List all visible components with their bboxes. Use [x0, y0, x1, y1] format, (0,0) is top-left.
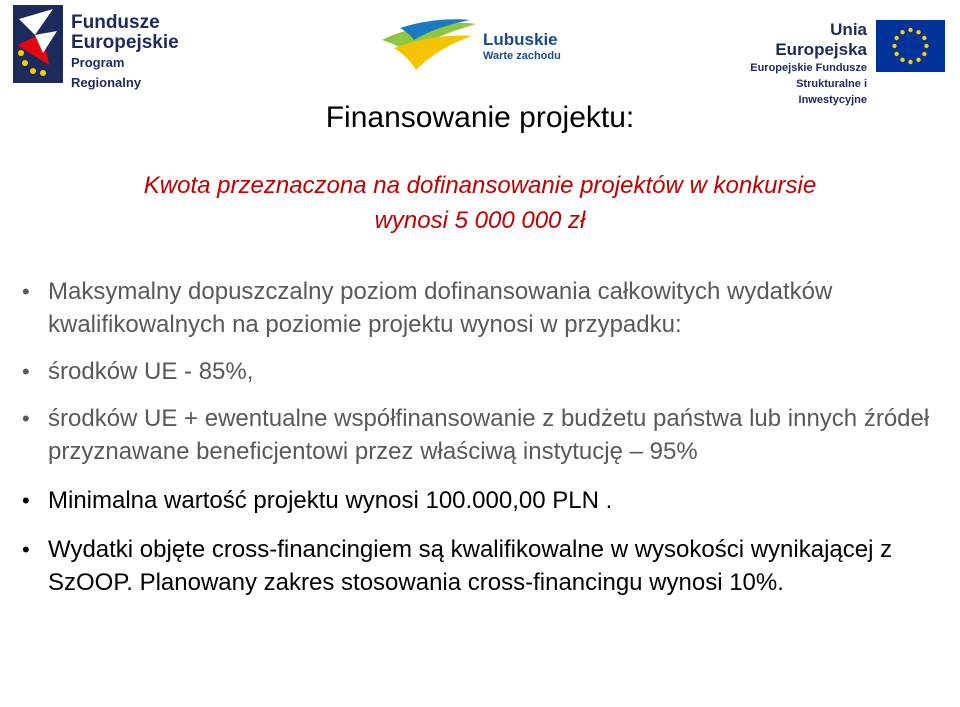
funding-rules-list	[22, 275, 942, 599]
ue-logo-line3: Strukturalne i Inwestycyjne	[796, 78, 867, 106]
fe-logo-line3: Program Regionalny	[71, 55, 142, 90]
eu-star-icon	[908, 60, 912, 64]
eu-star-icon	[916, 58, 920, 62]
lubuskie-logo-tagline: Warte zachodu	[483, 50, 561, 62]
ue-logo-line1: Unia Europejska	[775, 20, 867, 59]
list-item: • środków UE + ewentualne współfinansowanie z budżetu państwa lub innych źródeł przyznawane beneficjentowi przez właściwą instytucję – 95%	[22, 402, 942, 468]
eu-star-icon	[916, 30, 920, 34]
fe-logo-line2: Europejskie	[71, 32, 179, 53]
eu-star-icon	[908, 28, 912, 32]
eu-star-icon	[892, 44, 896, 48]
page-title: Finansowanie projektu:	[325, 101, 635, 134]
eu-star-icon	[900, 30, 904, 34]
lubuskie-logo-name: Lubuskie	[483, 30, 558, 49]
fundusze-europejskie-logo	[13, 5, 193, 90]
fundusze-europejskie-emblem-icon	[13, 5, 63, 83]
subtitle-line-1: Kwota przeznaczona na dofinansowanie projektów w konkursie	[143, 172, 817, 199]
subtitle-line-2: wynosi 5 000 000 zł	[374, 207, 586, 234]
eu-star-icon	[894, 52, 898, 56]
fe-logo-line1: Fundusze	[71, 12, 160, 33]
unia-europejska-logo	[735, 20, 945, 106]
list-item: • Maksymalny dopuszczalny poziom dofinansowania całkowitych wydatków kwalifikowalnych na poziomie projektu wynosi w przypadku:	[22, 275, 942, 341]
eu-star-icon	[894, 36, 898, 40]
lubuskie-logo	[380, 18, 565, 78]
eu-star-icon	[924, 44, 928, 48]
eu-flag-icon	[876, 20, 945, 72]
eu-star-icon	[922, 36, 926, 40]
eu-star-icon	[922, 52, 926, 56]
ue-logo-line2: Europejskie Fundusze	[750, 62, 867, 74]
funding-amount-subtitle	[60, 168, 900, 238]
list-item: • Wydatki objęte cross-financingiem są kwalifikowalne w wysokości wynikającej z SzOOP. Planowany zakres stosowania cross-financingu wynosi 10%.	[22, 533, 942, 599]
lubuskie-swoosh-icon	[380, 18, 480, 76]
list-item: • Minimalna wartość projektu wynosi 100.000,00 PLN .	[22, 484, 942, 517]
list-item: • środków UE - 85%,	[22, 355, 942, 388]
eu-star-icon	[900, 58, 904, 62]
